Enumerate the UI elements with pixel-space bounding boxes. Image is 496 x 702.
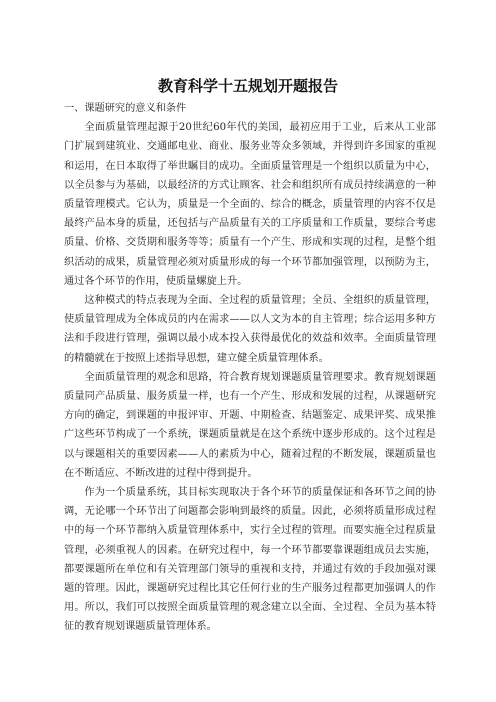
paragraph-4: 作为一个质量系统，其目标实现取决于各个环节的质量保证和各环节之间的协调，无论哪一个环节出了问题都会影响到最终的质量。因此，必须将质量形成过程中的每一个环节都纳入质量管理体系中，实行全过程的管理。而要实施全过程质量管理，必须重视人的因素。在研究过程中，每一个环节都要靠课题组成员去实施，都要课题所在单位和有关管理部门领导的重视和支持，并通过有效的手段加强对课题的管理。因此，课题研究过程比其它任何行业的生产服务过程都更加强调人的作用。所以，我们可以按照全面质量管理的观念建立以全面、全过程、全员为基本特征的教育规划课题质量管理体系。 xyxy=(64,487,436,633)
page-title: 教育科学十五规划开题报告 xyxy=(157,77,338,95)
document-body xyxy=(64,99,436,637)
section-heading: 一、课题研究的意义和条件 xyxy=(64,103,187,114)
paragraph-3: 全面质量管理的观念和思路，符合教育规划课题质量管理要求。教育规划课题质量同产品质量、服务质量一样，也有一个产生、形成和发展的过程，从课题研究方向的确定，到课题的申报评审、开题、中期检查、结题鉴定、成果评奖、成果推广这些环节构成了一个系统，课题质量就是在这个系统中逐步形成的。这个过程是以与课题相关的重要因素——人的素质为中心，随着过程的不断发展，课题质量也在不断适应、不断改进的过程中得到提升。 xyxy=(64,371,436,479)
paragraph-1: 全面质量管理起源于20世纪60年代的美国，最初应用于工业，后来从工业部门扩展到建筑业、交通邮电业、商业、服务业等众多领域，并得到许多国家的重视和运用，在日本取得了举世瞩目的成功。全面质量管理是一个组织以质量为中心，以全员参与为基础，以最经济的方式让顾客、社会和组织所有成员持续满意的一种质量管理模式。它认为，质量是一个全面的、综合的概念，质量管理的内容不仅是最终产品本身的质量，还包括与产品质量有关的工序质量和工作质量，要综合考虑质量、价格、交货期和服务等等；质量有一个产生、形成和实现的过程，是整个组织活动的成果，质量管理必须对质量形成的每一个环节都加强管理，以预防为主，通过各个环节的作用，使质量螺旋上升。 xyxy=(64,122,436,287)
paragraph-2: 这种模式的特点表现为全面、全过程的质量管理；全员、全组织的质量管理，使质量管理成为全体成员的内在需求——以人文为本的自主管理；综合运用多种方法和手段进行管理，强调以最小成本投入获得最优化的效益和效率。全面质量管理的精髓就在于按照上述指导思想，建立健全质量管理体系。 xyxy=(64,295,436,364)
